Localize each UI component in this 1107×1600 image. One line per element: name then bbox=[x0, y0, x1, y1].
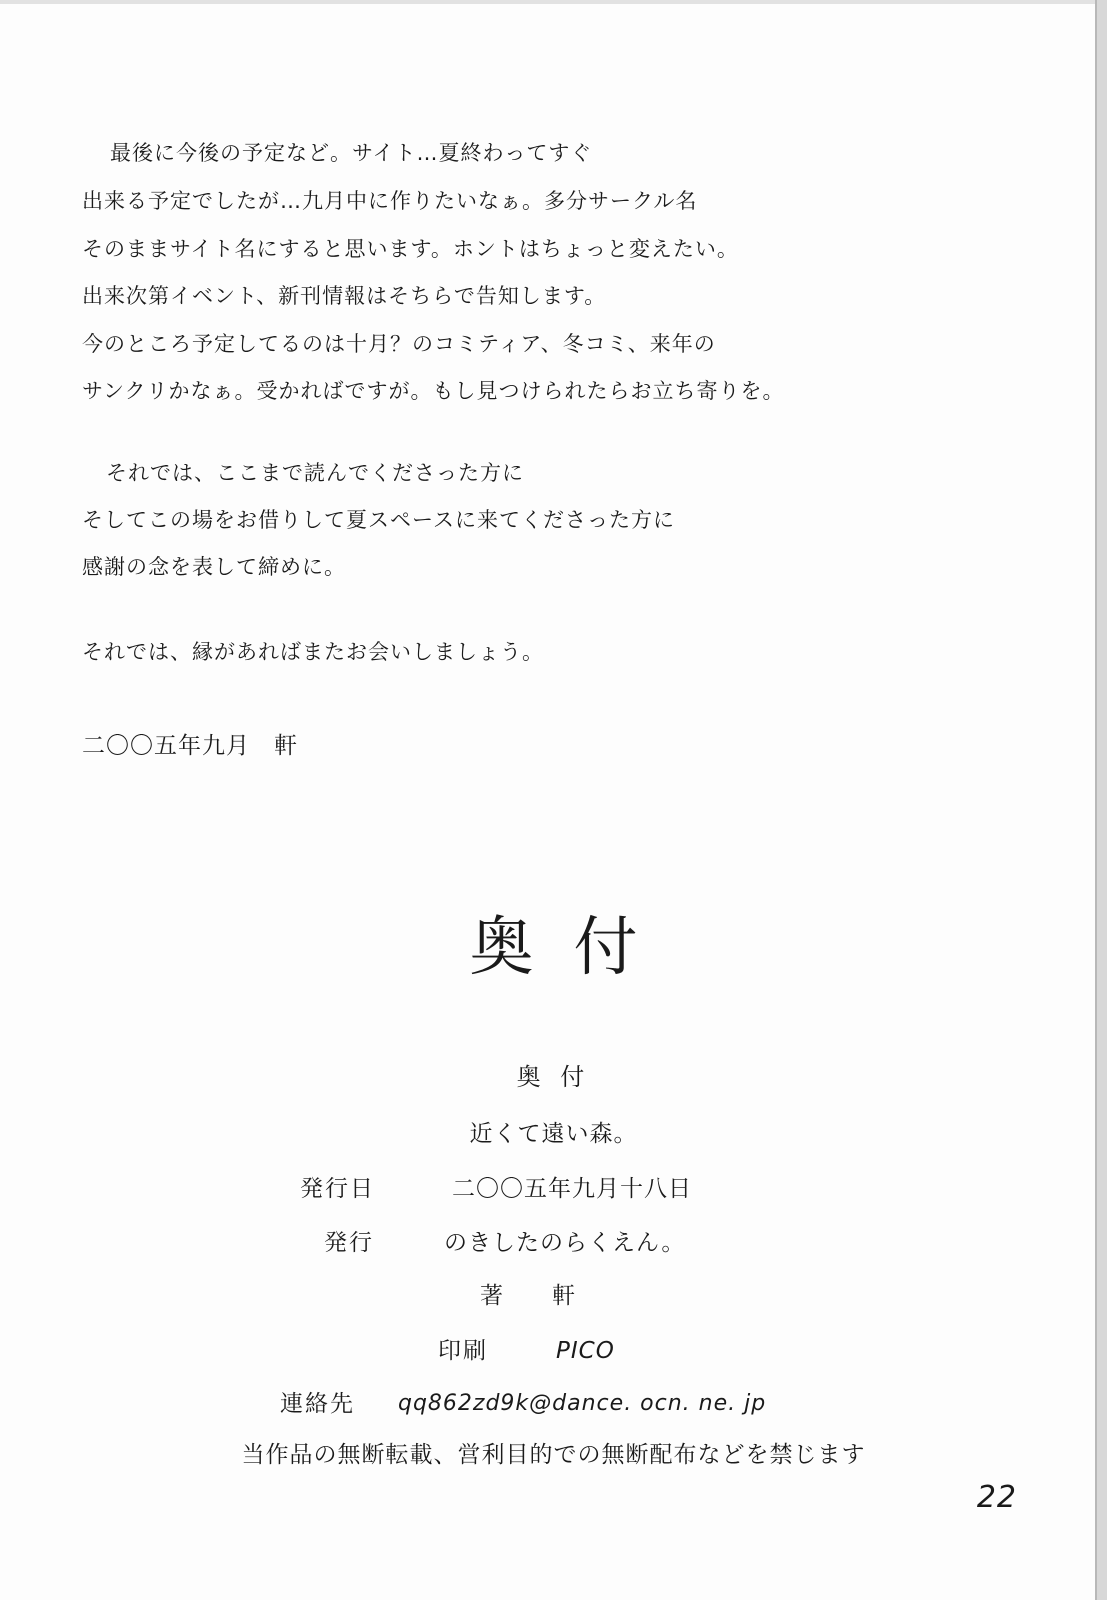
page-number: 22 bbox=[976, 1480, 1017, 1515]
afterword-line-4: 出来次第イベント、新刊情報はそちらで告知します。 bbox=[82, 284, 607, 308]
author-value: 軒 bbox=[552, 1283, 576, 1309]
contact-email: qq862zd9k@dance. ocn. ne. jp bbox=[398, 1391, 767, 1416]
issue-date-label: 発行日 bbox=[300, 1176, 375, 1202]
author-label: 著 bbox=[480, 1283, 505, 1309]
afterword-line-9: 感謝の念を表して締めに。 bbox=[82, 555, 346, 579]
printer-label: 印刷 bbox=[438, 1338, 488, 1364]
page-top-edge bbox=[0, 0, 1107, 4]
afterword-line-8: そしてこの場をお借りして夏スペースに来てくださった方に bbox=[82, 508, 675, 532]
afterword-line-6: サンクリかなぁ。受かればですが。もし見つけられたらお立ち寄りを。 bbox=[82, 379, 785, 403]
printer-value: PICO bbox=[556, 1338, 615, 1364]
afterword-line-2: 出来る予定でしたが…九月中に作りたいなぁ。多分サークル名 bbox=[82, 189, 698, 213]
colophon-heading: 奥付 bbox=[469, 911, 678, 985]
colophon-subheading: 奥 付 bbox=[516, 1063, 591, 1091]
page-right-edge bbox=[1097, 0, 1107, 1600]
afterword-line-1: 最後に今後の予定など。サイト…夏終わってすぐ bbox=[110, 141, 593, 165]
afterword-line-5: 今のところ予定してるのは十月？のコミティア、冬コミ、来年の bbox=[82, 332, 716, 356]
contact-label: 連絡先 bbox=[280, 1391, 355, 1417]
copyright-notice: 当作品の無断転載、営利目的での無断配布などを禁じます bbox=[241, 1442, 866, 1468]
publisher-label: 発行 bbox=[324, 1230, 374, 1256]
issue-date-value: 二〇〇五年九月十八日 bbox=[452, 1176, 692, 1202]
afterword-line-3: そのままサイト名にすると思います。ホントはちょっと変えたい。 bbox=[82, 237, 739, 261]
publisher-value: のきしたのらくえん。 bbox=[444, 1230, 686, 1256]
afterword-closing: それでは、縁があればまたお会いしましょう。 bbox=[82, 640, 544, 664]
afterword-line-7: それでは、ここまで読んでくださった方に bbox=[106, 461, 524, 485]
afterword-signature: 二〇〇五年九月 軒 bbox=[82, 733, 298, 759]
book-title: 近くて遠い森。 bbox=[469, 1121, 638, 1147]
